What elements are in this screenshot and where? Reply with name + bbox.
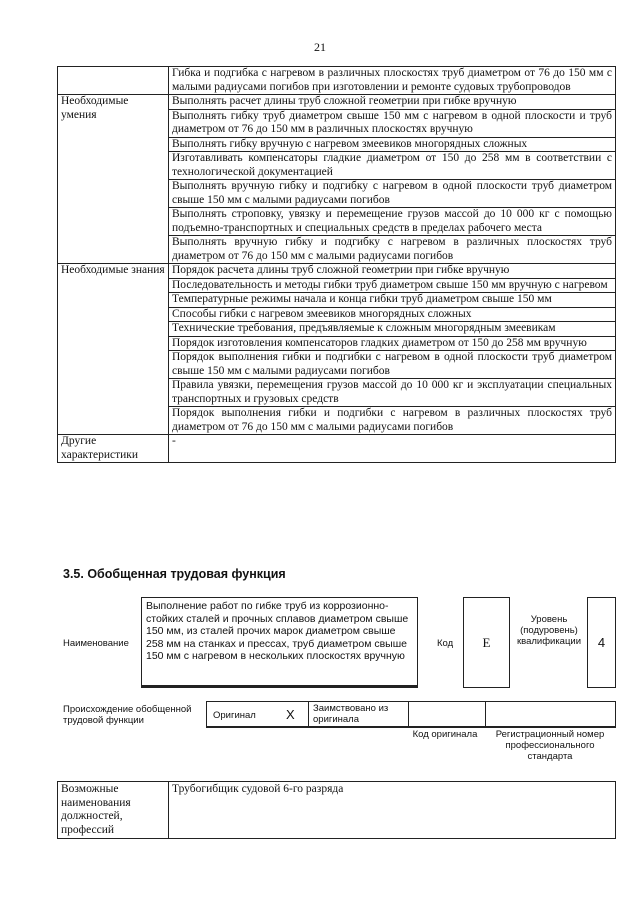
function-name-box: Выполнение работ по гибке труб из коррозионно-стойких сталей и прочных сплавов диаметром свыше 150 мм, из сталей прочих марок диаметром свыше 258 мм на станках и прессах, труб диаметром свыше 150 мм с нагревом в нескольких плоскостях вручную <box>141 597 418 688</box>
page-number: 21 <box>314 40 326 54</box>
reg-number-label: Регистрационный номер профессионального стандарта <box>495 729 605 762</box>
section-title: 3.5. Обобщенная трудовая функция <box>63 567 286 581</box>
professions-table <box>57 781 616 839</box>
table-cell: Порядок изготовления компенсаторов гладких диаметром от 150 до 258 мм вручную <box>169 336 616 351</box>
name-label: Наименование <box>63 638 129 649</box>
table-cell: Гибка и подгибка с нагревом в различных плоскостях труб диаметром от 76 до 150 мм с малыми радиусами погибов при изготовлении и ремонте судовых трубопроводов <box>169 67 616 95</box>
table-cell: Технические требования, предъявляемые к сложным многорядным змеевикам <box>169 322 616 337</box>
table-cell: Выполнять гибку вручную с нагревом змеевиков многорядных сложных <box>169 137 616 152</box>
table-cell: Выполнять вручную гибку и подгибку с нагревом в одной плоскости труб диаметром свыше 150 мм с малыми радиусами погибов <box>169 180 616 208</box>
table-row <box>58 95 616 110</box>
divider <box>308 702 309 726</box>
origin-row <box>206 701 616 728</box>
table-row <box>58 435 616 463</box>
original-mark: X <box>286 707 295 722</box>
table-cell: Порядок расчета длины труб сложной геометрии при гибке вручную <box>169 264 616 279</box>
table-cell: Выполнять вручную гибку и подгибку с нагревом в различных плоскостях труб диаметром от 76 до 150 мм с малыми радиусами погибов <box>169 236 616 264</box>
table-row <box>58 67 616 95</box>
professions-value: Трубогибщик судовой 6-го разряда <box>169 782 616 839</box>
code-value-box: E <box>463 597 510 688</box>
table-cell: Выполнять расчет длины труб сложной геометрии при гибке вручную <box>169 95 616 110</box>
table-cell: - <box>169 435 616 463</box>
divider <box>408 702 409 726</box>
code-original-label: Код оригинала <box>412 729 478 740</box>
origin-label: Происхождение обобщенной трудовой функции <box>63 704 192 726</box>
table-cell: Способы гибки с нагревом змеевиков многорядных сложных <box>169 307 616 322</box>
table-cell: Порядок выполнения гибки и подгибки с нагревом в одной плоскости труб диаметром свыше 150 мм с малыми радиусами погибов <box>169 351 616 379</box>
professions-label: Возможные наименования должностей, профессий <box>58 782 169 839</box>
table-cell: Последовательность и методы гибки труб диаметром свыше 150 мм вручную с нагревом <box>169 278 616 293</box>
row-group-label: Необходимые знания <box>58 264 169 435</box>
table-cell: Изготавливать компенсаторы гладкие диаметром от 150 до 258 мм в соответствии с технологической документацией <box>169 152 616 180</box>
competency-table <box>57 66 616 463</box>
row-group-label: Необходимые умения <box>58 95 169 264</box>
row-group-label: Другие характеристики <box>58 435 169 463</box>
level-value-box: 4 <box>587 597 616 688</box>
original-label: Оригинал <box>213 710 256 721</box>
borrowed-label: Заимствовано из оригинала <box>313 703 389 725</box>
table-row <box>58 264 616 279</box>
table-cell: Правила увязки, перемещения грузов массой до 10 000 кг и эксплуатации специальных транспортных и грузовых средств <box>169 379 616 407</box>
table-cell: Температурные режимы начала и конца гибки труб диаметром свыше 150 мм <box>169 293 616 308</box>
table-cell: Выполнять строповку, увязку и перемещение грузов массой до 10 000 кг с помощью подъемно-транспортных и специальных средств в пределах рабочего места <box>169 208 616 236</box>
code-label: Код <box>437 638 454 649</box>
table-cell: Порядок выполнения гибки и подгибки с нагревом в различных плоскостях труб диаметром от 76 до 150 мм с малыми радиусами погибов <box>169 407 616 435</box>
level-label: Уровень (подуровень) квалификации <box>516 614 582 647</box>
divider <box>485 702 486 726</box>
row-group-label <box>58 67 169 95</box>
table-cell: Выполнять гибку труб диаметром свыше 150 мм с нагревом в одной плоскости и труб диаметром от 76 до 150 мм в различных плоскостях вручную <box>169 109 616 137</box>
